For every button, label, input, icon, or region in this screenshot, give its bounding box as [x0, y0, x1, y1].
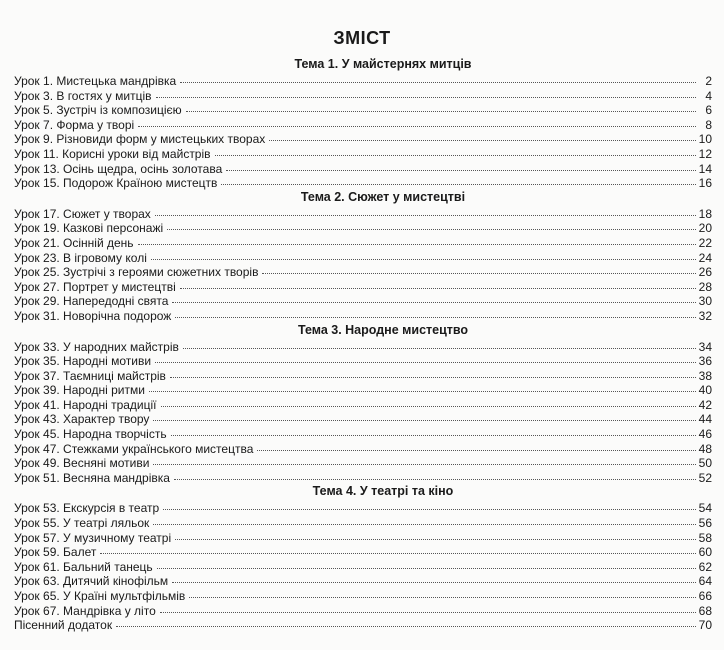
dot-leader [138, 232, 696, 245]
page-number: 64 [698, 574, 712, 589]
page-number: 26 [698, 265, 712, 280]
section-heading: Тема 1. У майстернях митців [294, 57, 472, 71]
dot-leader [257, 438, 696, 451]
entry-title: Урок 19. Казкові персонажі [14, 221, 164, 236]
page-number: 12 [698, 146, 712, 161]
dot-leader [221, 172, 696, 185]
page-number: 20 [698, 221, 712, 236]
toc-section [14, 56, 712, 189]
entry-title: Урок 63. Дитячий кінофільм [14, 574, 169, 589]
page-number: 8 [705, 117, 712, 132]
dot-leader [161, 394, 696, 407]
page-number: 10 [698, 132, 712, 147]
entry-title: Урок 15. Подорож Країною мистецтв [14, 176, 218, 191]
page-number: 46 [698, 427, 712, 442]
entry-title: Урок 25. Зустрічі з героями сюжетних творів [14, 265, 259, 280]
dot-leader [172, 290, 696, 303]
entry-title: Урок 23. В ігровому колі [14, 250, 147, 265]
entry-title: Урок 39. Народні ритми [14, 383, 145, 398]
toc-section [14, 483, 712, 633]
page-number: 14 [698, 161, 712, 176]
entry-title: Урок 27. Портрет у мистецтві [14, 279, 176, 294]
entry-title: Урок 11. Корисні уроки від майстрів [14, 146, 211, 161]
page-number: 6 [705, 103, 712, 118]
dot-leader [171, 423, 696, 436]
dot-leader [156, 85, 696, 98]
dot-leader [160, 600, 696, 613]
entry-title: Урок 45. Народна творчість [14, 427, 167, 442]
page-number: 68 [698, 603, 712, 618]
entry-title: Урок 5. Зустріч із композицією [14, 103, 182, 118]
page-number: 52 [698, 470, 712, 485]
page-number: 70 [698, 618, 712, 633]
dot-leader [153, 512, 696, 525]
entry-title: Урок 31. Новорічна подорож [14, 308, 172, 323]
entry-title: Урок 59. Балет [14, 545, 97, 560]
page-number: 40 [698, 383, 712, 398]
page-number: 60 [698, 545, 712, 560]
dot-leader [186, 99, 696, 112]
toc-entry[interactable] [14, 307, 712, 322]
dot-leader [149, 379, 696, 392]
entry-title: Урок 43. Характер твору [14, 412, 150, 427]
dot-leader [100, 541, 696, 554]
page-number: 16 [698, 176, 712, 191]
page-number: 34 [698, 339, 712, 354]
page-number: 56 [698, 516, 712, 531]
entry-title: Урок 51. Весняна мандрівка [14, 470, 170, 485]
dot-leader [157, 556, 696, 569]
dot-leader [183, 336, 696, 349]
entry-title: Урок 37. Таємниці майстрів [14, 368, 166, 383]
entry-title: Урок 9. Різновиди форм у мистецьких творах [14, 132, 266, 147]
entry-title: Урок 13. Осінь щедра, осінь золотава [14, 161, 223, 176]
entry-title: Урок 55. У театрі ляльок [14, 516, 150, 531]
page-number: 4 [705, 88, 712, 103]
toc-entry[interactable] [14, 469, 712, 484]
page-number: 32 [698, 308, 712, 323]
entry-title: Урок 47. Стежками українського мистецтва [14, 441, 254, 456]
entry-title: Урок 7. Форма у творі [14, 117, 135, 132]
dot-leader [155, 350, 696, 363]
dot-leader [175, 305, 696, 318]
page-number: 42 [698, 397, 712, 412]
entry-title: Урок 57. У музичному театрі [14, 530, 172, 545]
page-number: 62 [698, 559, 712, 574]
entry-title: Урок 17. Сюжет у творах [14, 206, 151, 221]
page-number: 54 [698, 501, 712, 516]
toc-section [14, 322, 712, 484]
dot-leader [180, 276, 696, 289]
dot-leader [116, 614, 696, 627]
page-number: 50 [698, 456, 712, 471]
section-heading: Тема 2. Сюжет у мистецтві [300, 189, 466, 204]
entry-title: Урок 61. Бальний танець [14, 559, 153, 574]
page-number: 66 [698, 589, 712, 603]
dot-leader [170, 365, 696, 378]
dot-leader [189, 585, 696, 598]
dot-leader [153, 452, 696, 465]
table-of-contents [14, 56, 712, 631]
entry-title: Урок 67. Мандрівка у літо [14, 603, 156, 618]
entry-title: Урок 65. У Країні мультфільмів [14, 589, 186, 603]
entry-title: Урок 33. У народних майстрів [14, 339, 179, 354]
page-title: ЗМІСТ [333, 28, 391, 48]
page-number: 30 [698, 294, 712, 309]
page-number: 48 [698, 441, 712, 456]
entry-title: Урок 35. Народні мотиви [14, 354, 152, 369]
toc-entry[interactable] [14, 616, 712, 631]
page-number: 24 [698, 250, 712, 265]
dot-leader [155, 203, 696, 216]
page-number: 36 [698, 354, 712, 369]
dot-leader [226, 158, 696, 171]
entry-title: Урок 49. Весняні мотиви [14, 456, 150, 471]
toc-entry[interactable] [14, 174, 712, 189]
page-number: 44 [698, 412, 712, 427]
dot-leader [138, 114, 696, 127]
page-number: 58 [698, 530, 712, 545]
dot-leader [175, 527, 696, 540]
dot-leader [215, 143, 696, 156]
dot-leader [174, 467, 696, 480]
dot-leader [269, 128, 696, 141]
page-number: 2 [705, 74, 712, 88]
dot-leader [167, 217, 696, 230]
page-number: 22 [698, 235, 712, 250]
dot-leader [172, 570, 696, 583]
page-number: 18 [698, 206, 712, 221]
page-number: 28 [698, 279, 712, 294]
entry-title: Урок 41. Народні традиції [14, 397, 157, 412]
entry-title: Урок 53. Екскурсія в театр [14, 501, 160, 516]
dot-leader [151, 247, 696, 260]
entry-title: Урок 3. В гостях у митців [14, 88, 152, 103]
entry-title: Урок 29. Напередодні свята [14, 294, 169, 309]
entry-title: Урок 21. Осінній день [14, 235, 134, 250]
entry-title: Урок 1. Мистецька мандрівка [14, 74, 177, 88]
section-heading: Тема 3. Народне мистецтво [297, 322, 469, 337]
page-number: 38 [698, 368, 712, 383]
toc-section [14, 189, 712, 322]
dot-leader [262, 261, 696, 274]
section-heading: Тема 4. У театрі та кіно [312, 484, 454, 499]
dot-leader [153, 408, 696, 421]
dot-leader [180, 70, 696, 83]
entry-title: Пісенний додаток [14, 618, 113, 633]
dot-leader [163, 497, 696, 510]
